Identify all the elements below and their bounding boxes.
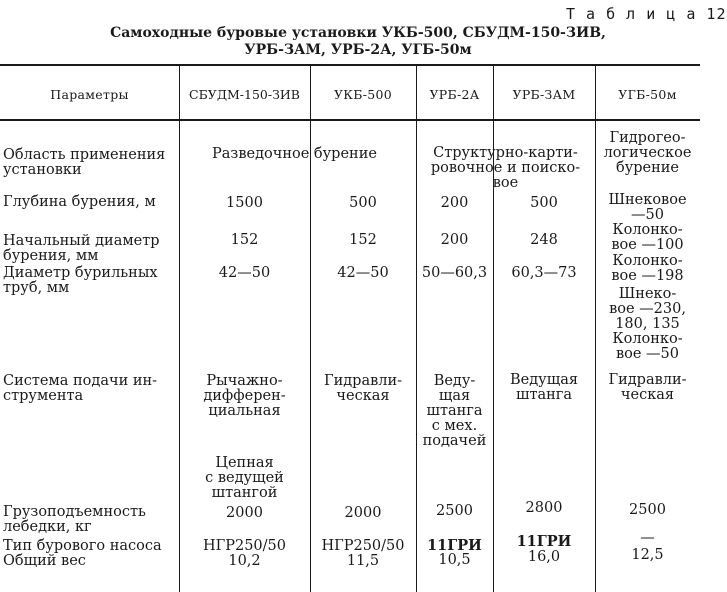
cell-pipes-c5: Шнеко- вое —230, 180, 135 Колонко- вое —50 [609, 286, 686, 362]
cell-depth-c5: Шнековое —50 Колонко- вое —100 [608, 192, 687, 253]
cell-pump-c5: — [640, 530, 655, 546]
row-label-depth: Глубина бурения, м [3, 194, 156, 210]
cell-pipes-c4: 60,3—73 [511, 265, 577, 281]
cell-area-c5: Гидрогео- логическое бурение [603, 130, 692, 176]
cell-weight-c4: 16,0 [527, 549, 561, 565]
cell-diameter-c1: 152 [230, 232, 259, 248]
cell-feed-c1: Рычажно- дифферен- циальная [203, 373, 286, 419]
cell-pipes-c1: 42—50 [218, 265, 271, 281]
row-label-capacity: Грузоподъемность лебедки, кг [3, 504, 146, 535]
cell-area-c34: Структурно-карти- ровочное и поиско- вое [430, 145, 581, 191]
cell-capacity-c1: 2000 [226, 505, 263, 521]
header-ugb: УГБ-50м [618, 87, 677, 102]
cell-pump-c1: НГР250/50 [202, 538, 286, 554]
cell-pump-c3: 11ГРИ [427, 537, 482, 554]
cell-depth-c2: 500 [349, 195, 377, 211]
cell-capacity-c5: 2500 [629, 502, 666, 518]
cell-feed-c1-chain: Цепная с ведущей штангой [205, 455, 284, 501]
cell-pipes-c2: 42—50 [337, 265, 389, 281]
cell-weight-c1: 10,2 [228, 553, 261, 569]
cell-capacity-c3: 2500 [436, 503, 473, 519]
table-title: Самоходные буровые установки УКБ-500, СБУДМ-150-ЗИВ, УРБ-ЗАМ, УРБ-2А, УГБ-50м [110, 25, 606, 58]
cell-weight-c3: 10,5 [438, 552, 471, 568]
row-label-weight: Общий вес [3, 553, 86, 569]
row-label-pipes: Диаметр бурильных труб, мм [3, 265, 158, 296]
cell-pump-c2: НГР250/50 [321, 538, 405, 554]
cell-capacity-c2: 2000 [344, 505, 382, 521]
header-ukb: УКБ-500 [333, 87, 393, 102]
cell-depth-c4: 500 [530, 195, 558, 211]
cell-diameter-c3: 200 [440, 232, 469, 248]
cell-capacity-c4: 2800 [525, 500, 563, 516]
cell-diameter-c4: 248 [530, 232, 558, 248]
cell-feed-c3: Веду- щая штанга с мех. подачей [422, 373, 487, 449]
cell-depth-c3: 200 [440, 195, 469, 211]
header-parameters: Параметры [50, 87, 129, 102]
cell-pump-c4: 11ГРИ [516, 533, 572, 550]
header-urb3am: УРБ-ЗАМ [512, 87, 576, 102]
cell-diameter-c5: Колонко- вое —198 [611, 253, 684, 284]
header-sbudm: СБУДМ-150-ЗИВ [189, 87, 300, 102]
row-label-diameter: Начальный диаметр бурения, мм [3, 233, 160, 264]
row-label-area: Область применения установки [3, 147, 166, 178]
cell-area-c12: Разведочное бурение [212, 146, 377, 162]
cell-depth-c1: 1500 [226, 195, 263, 211]
cell-feed-c5: Гидравли- ческая [608, 372, 687, 403]
row-label-pump: Тип бурового насоса [3, 538, 162, 554]
cell-diameter-c2: 152 [349, 232, 377, 248]
cell-weight-c2: 11,5 [346, 553, 380, 569]
cell-feed-c2: Гидравли- ческая [323, 373, 403, 404]
cell-feed-c4: Ведущая штанга [510, 372, 578, 403]
table-number: Т а б л и ц а 12 [566, 5, 727, 23]
cell-pipes-c3: 50—60,3 [421, 265, 488, 281]
header-urb2a: УРБ-2А [429, 87, 480, 102]
row-label-feed: Система подачи ин- струмента [3, 373, 158, 404]
cell-weight-c5: 12,5 [631, 547, 664, 563]
